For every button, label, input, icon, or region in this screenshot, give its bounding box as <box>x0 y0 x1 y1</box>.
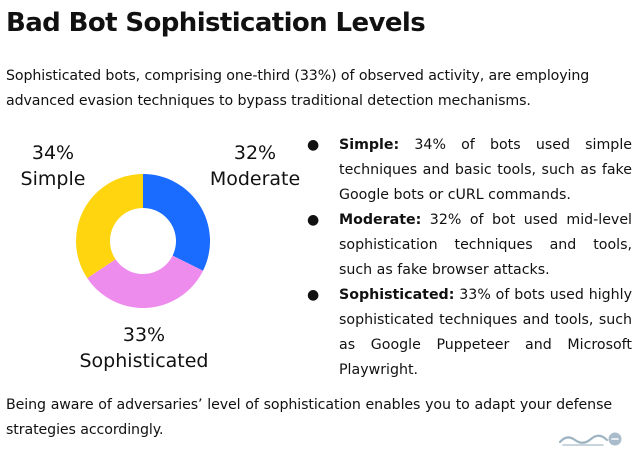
label-sophisticated-percent: 33% <box>122 324 166 346</box>
label-simple <box>10 140 96 192</box>
list-item-text: 32% of bot used mid-level sophistication techniques and tools, such as fake browser attacks. <box>339 212 632 278</box>
bullet-icon: ● <box>307 212 320 228</box>
outro-paragraph: Being aware of adversaries’ level of sophistication enables you to adapt your defense strategies accordingly. <box>6 397 612 438</box>
list-item-simple <box>300 133 632 208</box>
bot-level-list <box>300 133 632 383</box>
label-sophisticated-name: Sophisticated <box>79 350 209 372</box>
label-simple-percent: 34% <box>31 142 75 164</box>
list-item-text: 33% of bots used highly sophisticated techniques and tools, such as Google Puppeteer and Microsoft Playwright. <box>339 287 632 378</box>
label-sophisticated <box>54 322 234 374</box>
label-moderate <box>200 140 310 192</box>
donut-chart <box>0 132 300 382</box>
list-item-title: Simple: <box>339 137 400 153</box>
watermark-logo-icon <box>557 428 623 450</box>
bullet-icon: ● <box>307 137 320 153</box>
list-item-text: 34% of bots used simple techniques and basic tools, such as fake Google bots or cURL commands. <box>339 137 632 203</box>
list-item-sophisticated <box>300 283 632 383</box>
intro-paragraph: Sophisticated bots, comprising one-third (33%) of observed activity, are employing advanced evasion techniques to bypass traditional detection mechanisms. <box>6 68 590 109</box>
page-title: Bad Bot Sophistication Levels <box>6 8 426 38</box>
label-simple-name: Simple <box>20 168 86 190</box>
list-item-moderate <box>300 208 632 283</box>
list-item-title: Sophisticated: <box>339 287 455 303</box>
list-item-title: Moderate: <box>339 212 422 228</box>
bullet-icon: ● <box>307 287 320 303</box>
label-moderate-percent: 32% <box>233 142 277 164</box>
label-moderate-name: Moderate <box>209 168 301 190</box>
